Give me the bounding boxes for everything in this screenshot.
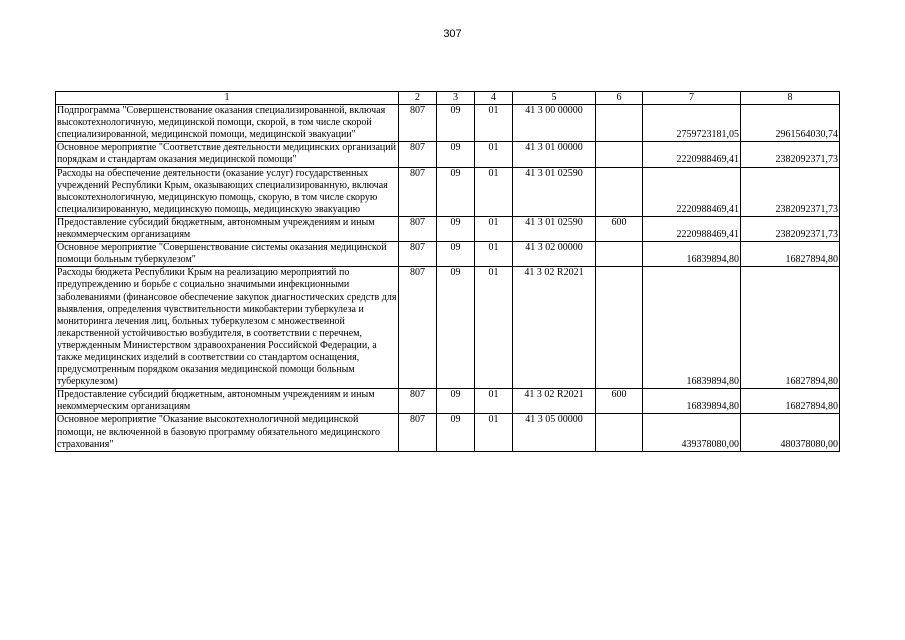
subsection-code: 01 [475,105,513,142]
amount-col-7: 16839894,80 [643,242,741,267]
row-name: Основное мероприятие "Соответствие деятельности медицинских организаций порядкам и стандартам оказания медицинской помощи" [56,142,399,167]
expense-type-code [596,414,643,451]
target-article-code: 41 3 02 R2021 [513,389,596,414]
section-code: 09 [437,267,475,389]
row-name: Расходы бюджета Республики Крым на реализацию мероприятий по предупреждению и борьбе с социально значимыми инфекционными заболеваниями (финансовое обеспечение закупок диагностических средств для выявления, определения чувствительности микобактерии туберкулеза и мониторинга лечения лиц, больных туберкулезом с множественной лекарственной устойчивостью возбудителя, в соответствии с перечнем, утвержденным Министерством здравоохранения Российской Федерации, а также медицинских изделий в соответствии со стандартом оснащения, предусмотренным порядком оказания медицинской помощи больным туберкулезом) [56,267,399,389]
expense-type-code [596,142,643,167]
column-header: 4 [475,92,513,105]
column-header: 5 [513,92,596,105]
amount-col-7: 2220988469,41 [643,167,741,216]
row-name: Предоставление субсидий бюджетным, автономным учреждениям и иным некоммерческим организациям [56,389,399,414]
expense-type-code: 600 [596,389,643,414]
expense-type-code [596,167,643,216]
column-header: 3 [437,92,475,105]
table-header-row [56,92,840,105]
row-name: Расходы на обеспечение деятельности (оказание услуг) государственных учреждений Республики Крым, оказывающих специализированную, включая высокотехнологичную, медицинскую помощь, скорую, в том числе скорую специализированную, медицинскую помощь, медицинскую эвакуацию [56,167,399,216]
section-code: 09 [437,142,475,167]
target-article-code: 41 3 01 02590 [513,167,596,216]
target-article-code: 41 3 01 02590 [513,216,596,241]
column-header: 1 [56,92,399,105]
amount-col-7: 2220988469,41 [643,142,741,167]
amount-col-8: 2961564030,74 [741,105,840,142]
subsection-code: 01 [475,142,513,167]
expense-type-code [596,242,643,267]
amount-col-8: 16827894,80 [741,242,840,267]
row-name: Основное мероприятие "Совершенствование системы оказания медицинской помощи больным туберкулезом" [56,242,399,267]
column-header: 6 [596,92,643,105]
expense-type-code [596,267,643,389]
amount-col-8: 480378080,00 [741,414,840,451]
table-row [56,389,840,414]
subsection-code: 01 [475,389,513,414]
section-code: 09 [437,105,475,142]
section-code: 09 [437,242,475,267]
amount-col-8: 2382092371,73 [741,167,840,216]
table-row [56,105,840,142]
subsection-code: 01 [475,167,513,216]
table-row [56,142,840,167]
page-number: 307 [443,28,462,40]
budget-table [55,91,840,452]
section-code: 09 [437,389,475,414]
table-row [56,167,840,216]
target-article-code: 41 3 00 00000 [513,105,596,142]
table-row [56,267,840,389]
target-article-code: 41 3 02 00000 [513,242,596,267]
row-name: Предоставление субсидий бюджетным, автономным учреждениям и иным некоммерческим организациям [56,216,399,241]
row-name: Подпрограмма "Совершенствование оказания специализированной, включая высокотехнологичную, медицинской помощи, скорой, в том числе скорой специализированной, медицинской помощи, медицинской эвакуации" [56,105,399,142]
ministry-code: 807 [399,242,437,267]
expense-type-code: 600 [596,216,643,241]
table-row [56,216,840,241]
column-header: 8 [741,92,840,105]
amount-col-7: 439378080,00 [643,414,741,451]
section-code: 09 [437,414,475,451]
subsection-code: 01 [475,216,513,241]
amount-col-8: 2382092371,73 [741,142,840,167]
amount-col-8: 16827894,80 [741,389,840,414]
section-code: 09 [437,167,475,216]
target-article-code: 41 3 05 00000 [513,414,596,451]
ministry-code: 807 [399,167,437,216]
subsection-code: 01 [475,267,513,389]
table-row [56,242,840,267]
amount-col-7: 16839894,80 [643,389,741,414]
ministry-code: 807 [399,267,437,389]
subsection-code: 01 [475,242,513,267]
column-header: 2 [399,92,437,105]
ministry-code: 807 [399,142,437,167]
table-row [56,414,840,451]
amount-col-7: 16839894,80 [643,267,741,389]
ministry-code: 807 [399,216,437,241]
amount-col-8: 16827894,80 [741,267,840,389]
expense-type-code [596,105,643,142]
ministry-code: 807 [399,414,437,451]
target-article-code: 41 3 01 00000 [513,142,596,167]
target-article-code: 41 3 02 R2021 [513,267,596,389]
subsection-code: 01 [475,414,513,451]
ministry-code: 807 [399,389,437,414]
row-name: Основное мероприятие "Оказание высокотехнологичной медицинской помощи, не включенной в базовую программу обязательного медицинского страхования" [56,414,399,451]
column-header: 7 [643,92,741,105]
amount-col-7: 2759723181,05 [643,105,741,142]
ministry-code: 807 [399,105,437,142]
section-code: 09 [437,216,475,241]
amount-col-8: 2382092371,73 [741,216,840,241]
amount-col-7: 2220988469,41 [643,216,741,241]
